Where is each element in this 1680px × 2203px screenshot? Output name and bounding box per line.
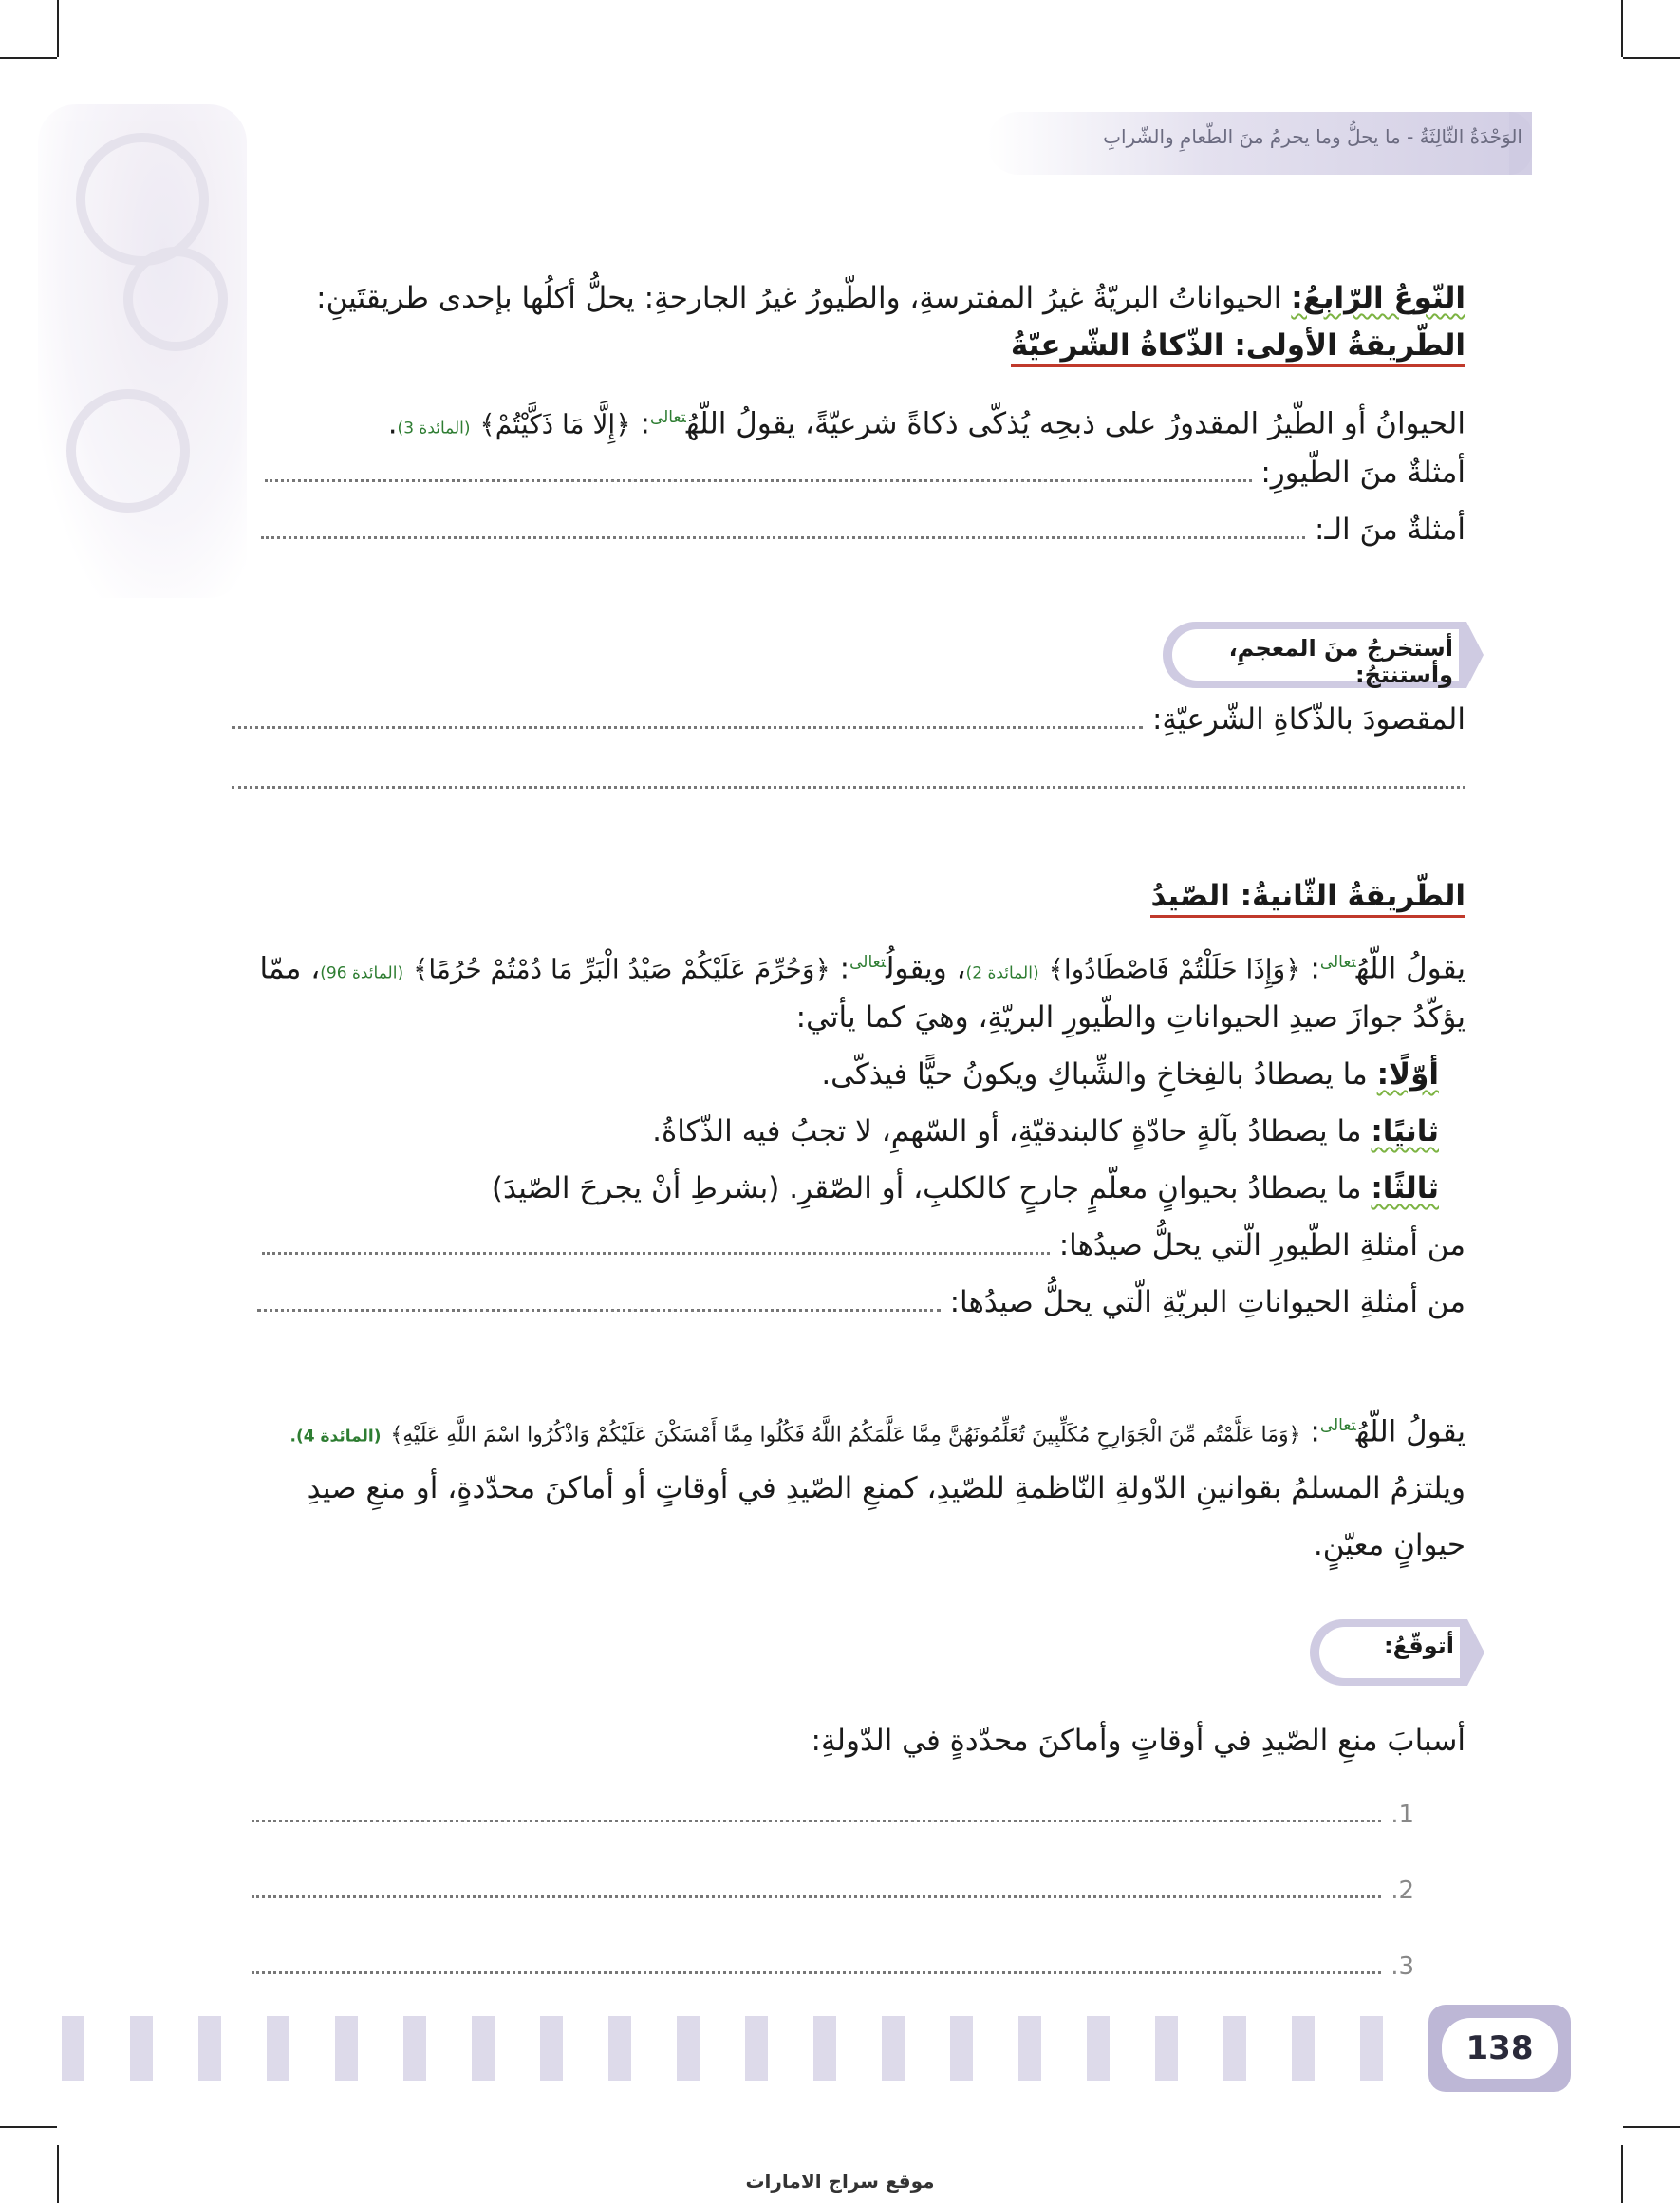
method2-item2 [652, 1111, 1439, 1152]
extract-prompt-line [232, 699, 1465, 740]
method2-title: الطّريقةُ الثّانيةُ: الصّيدُ [1150, 879, 1465, 918]
method1-ref: (المائدة 3) [397, 419, 471, 439]
answer-line[interactable] [252, 1816, 1381, 1822]
verse-para-2: حيوانٍ معيّنٍ. [1313, 1528, 1465, 1562]
answer-line[interactable] [252, 1892, 1381, 1898]
verse-para-1: ويلتزمُ المسلمُ بقوانينِ الدّولةِ النّاظمةِ للصّيدِ، كمنعِ الصّيدِ في أوقاتٍ أو أماكنَ محدّدةٍ، أو منعِ صيدِ [307, 1471, 1465, 1505]
answer-number: 2. [1391, 1876, 1414, 1905]
expect-prompt: أسبابَ منعِ الصّيدِ في أوقاتٍ وأماكنَ محدّدةٍ في الدّولةِ: [811, 1724, 1465, 1758]
page-number: 138 [1442, 2018, 1558, 2079]
answer-line[interactable] [232, 722, 1143, 729]
method2-verse-1: ﴿وَإِذَا حَلَلْتُمْ فَاصْطَادُوا﴾ [1048, 953, 1301, 985]
method2-item3 [492, 1167, 1439, 1209]
answer-number: 1. [1391, 1801, 1414, 1829]
expect-label: أتوقّعُ: [1384, 1633, 1454, 1659]
crop-mark [1623, 57, 1680, 59]
extract-tag [1163, 622, 1466, 688]
expect-answer-2 [252, 1868, 1414, 1912]
q-animals-line [257, 1281, 1465, 1323]
crop-mark [1621, 0, 1623, 57]
crop-mark [1623, 2126, 1680, 2128]
answer-line[interactable] [252, 1968, 1381, 1974]
page-number-badge [1428, 2005, 1571, 2092]
method2-verse-line: يقولُ اللّهُ$^{تعالى}$: ﴿وَإِذَا حَلَلْتُمْ فَاصْطَادُوا﴾ (المائدة 2)، ويقولُ$^{تعالى}$: ﴿وَحُرِّمَ عَلَيْكُمْ صَيْدُ الْبَرِّ مَا دُمْتُمْ حُرُمًا﴾ (المائدة 96)، ممّا [259, 951, 1465, 986]
method2-verse-2: ﴿وَحُرِّمَ عَلَيْكُمْ صَيْدُ الْبَرِّ مَا دُمْتُمْ حُرُمًا﴾ [412, 953, 831, 985]
expect-tag [1310, 1619, 1467, 1686]
type4-line [316, 277, 1465, 319]
method2-item1 [821, 1054, 1439, 1095]
q-birds: من أمثلةِ الطّيورِ الّتي يحلُّ صيدُها: [1058, 1228, 1465, 1262]
extract-prompt: المقصودَ بالذّكاةِ الشّرعيّةِ: [1151, 702, 1465, 737]
method1-text-line: الحيوانُ أو الطّيرُ المقدورُ على ذبحِه يُذكّى ذكاةً شرعيّةً، يقولُ اللّهُ$^{تعالى}$: ﴿إِلَّا مَا ذَكَّيْتُمْ﴾ (المائدة 3). [387, 406, 1465, 441]
crop-mark [0, 57, 57, 59]
expect-answer-3 [252, 1944, 1414, 1988]
verse-ref: (المائدة 4). [289, 1427, 382, 1447]
verse-intro: يقولُ اللّهُ [1355, 1414, 1465, 1449]
method2-line2: يؤكّدُ جوازَ صيدِ الحيواناتِ والطّيورِ البريّةِ، وهيَ كما يأتي: [795, 1000, 1465, 1035]
unit-title: الوَحْدَةُ الثّالِثَةُ - ما يحلُّ وما يحرمُ منَ الطّعامِ والشّرابِ [1103, 125, 1522, 148]
item3-label: ثالثًا: [1371, 1171, 1439, 1205]
method2-intro-2: ، ويقولُ [885, 951, 966, 986]
item1-text: ما يصطادُ بالفِخاخِ والشِّباكِ ويكونُ حيًّا فيذكّى. [821, 1057, 1368, 1092]
item2-label: ثانيًا: [1371, 1114, 1439, 1148]
item3-text: ما يصطادُ بحيوانٍ معلّمٍ جارحٍ كالكلبِ، أو الصّقرِ. (بشرطِ أنْ يجرحَ الصّيدَ) [491, 1171, 1362, 1205]
type4-text: الحيواناتُ البريّةُ غيرُ المفترسةِ، والطّيورُ غيرُ الجارحةِ: يحلُّ أكلُها بإحدى طريقتَينِ: [316, 281, 1282, 315]
method2-title-wrap [1150, 875, 1465, 917]
answer-line[interactable] [232, 786, 1465, 789]
method2-intro-1: يقولُ اللّهُ [1355, 951, 1465, 986]
examples-other-label: أمثلةٌ منَ الـ: [1315, 513, 1465, 547]
answer-number: 3. [1391, 1952, 1414, 1981]
expect-answer-1 [252, 1792, 1414, 1836]
method1-text: الحيوانُ أو الطّيرُ المقدورُ على ذبحِه يُذكّى ذكاةً شرعيّةً، يقولُ اللّهُ [685, 406, 1465, 441]
site-name: موقع سراج الامارات [745, 2170, 935, 2193]
method1-title-wrap [1011, 325, 1465, 366]
footer-ornament-band [43, 2016, 1409, 2081]
item1-label: أوّلًا: [1376, 1057, 1439, 1092]
method2-ref-2: (المائدة 96) [320, 963, 404, 983]
taala-mark: تعالى [849, 953, 886, 972]
extract-label: أستخرجُ منَ المعجمِ، وأستنتجُ: [1228, 635, 1453, 688]
method1-verse: ﴿إِلَّا مَا ذَكَّيْتُمْ﴾ [479, 408, 631, 440]
corner-ornament [38, 104, 247, 598]
answer-line[interactable] [262, 1248, 1050, 1255]
q-animals: من أمثلةِ الحيواناتِ البريّةِ الّتي يحلُّ صيدُها: [949, 1285, 1465, 1319]
crop-mark [57, 0, 59, 57]
crop-mark [0, 2126, 57, 2128]
examples-other-line [261, 509, 1465, 551]
method1-title: الطّريقةُ الأولى: الذّكاةُ الشّرعيّةُ [1011, 328, 1465, 367]
verse-section-line: يقولُ اللّهُ$^{تعالى}$: ﴿وَمَا عَلَّمْتُم مِّنَ الْجَوَارِحِ مُكَلِّبِينَ تُعَلِّمُونَهُنَّ مِمَّا عَلَّمَكُمُ اللَّهُ فَكُلُوا مِمَّا أَمْسَكْنَ عَلَيْكُمْ وَاذْكُرُوا اسْمَ اللَّهِ عَلَيْهِ﴾ (المائدة 4). [289, 1414, 1465, 1449]
method2-ref-1: (المائدة 2) [965, 963, 1039, 983]
answer-line[interactable] [257, 1305, 941, 1312]
taala-mark: تعالى [1319, 953, 1356, 972]
answer-line[interactable] [265, 476, 1252, 482]
taala-mark: تعالى [649, 408, 686, 427]
q-birds-line [262, 1224, 1465, 1266]
method2-tail: ، ممّا [259, 951, 321, 986]
examples-birds-label: أمثلةٌ منَ الطّيورِ: [1260, 456, 1465, 490]
taala-mark: تعالى [1319, 1416, 1356, 1435]
type4-label: النّوعُ الرّابعُ: [1291, 281, 1465, 315]
verse-text: ﴿وَمَا عَلَّمْتُم مِّنَ الْجَوَارِحِ مُكَلِّبِينَ تُعَلِّمُونَهُنَّ مِمَّا عَلَّمَكُمُ اللَّهُ فَكُلُوا مِمَّا أَمْسَكْنَ عَلَيْكُمْ وَاذْكُرُوا اسْمَ اللَّهِ عَلَيْهِ﴾ [390, 1423, 1301, 1447]
item2-text: ما يصطادُ بآلةٍ حادّةٍ كالبندقيّةِ، أو السّهمِ، لا تجبُ فيه الذّكاةُ. [652, 1114, 1362, 1148]
examples-birds-line [265, 452, 1466, 494]
answer-line[interactable] [261, 532, 1305, 539]
